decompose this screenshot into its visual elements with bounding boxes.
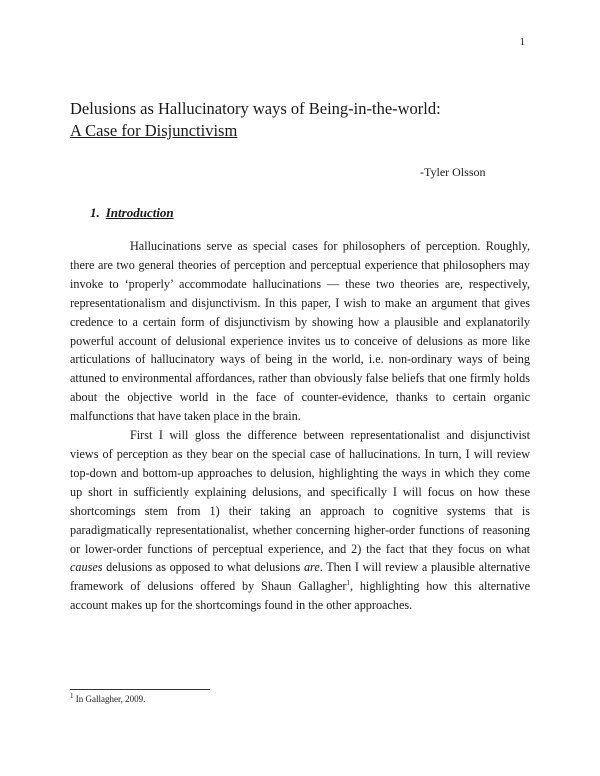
footnote [70,694,145,704]
title-line-1: Delusions as Hallucinatory ways of Being-in-the-world: [70,99,441,118]
body-text [70,237,530,615]
paragraph-2-part-a: First I will gloss the difference between representationalist and disjunctivist views of perception as they bear on the special case of hallucinations. In turn, I will review top-down and bottom-up approaches to delusion, highlighting the ways in which they come up short in sufficiently explaining delusions, and specifically I will focus on how these shortcomings stem from 1) their taking an approach to cognitive systems that is paradigmatically representationalist, whether concerning higher-order functions of reasoning or lower-order functions of perceptual experience, and 2) the fact that they focus on what [70,428,530,556]
footnote-text: In Gallagher, 2009. [75,694,146,704]
title-line-2: A Case for Disjunctivism [70,121,238,140]
section-number: 1. [90,205,100,220]
section-title: Introduction [105,205,174,220]
footnote-mark: 1 [70,692,74,700]
paragraph-2-part-c: . Then I will review a plausible alternative framework of delusions offered by Shaun Gallagher [70,560,531,594]
paragraph-2-part-b: delusions as opposed to what delusions [106,560,301,575]
emphasis-causes: causes [70,560,103,575]
paragraph-2 [70,426,530,615]
page-number: 1 [519,36,525,48]
paragraph-2-part-d: , highlighting how this alternative account makes up for the shortcomings found in the other approaches. [70,579,530,613]
author: -Tyler Olsson [420,165,486,179]
footnote-ref[interactable]: 1 [346,579,350,588]
paragraph-1: Hallucinations serve as special cases for philosophers of perception. Roughly, there are two general theories of perception and perceptual experience that philosophers may invoke to ‘properly’ accommodate hallucinations — these two theories are, respectively, representationalism and disjunctivism. In this paper, I wish to make an argument that gives credence to a certain form of disjunctivism by showing how a plausible and explanatorily powerful account of delusional experience invites us to conceive of delusions as more like articulations of hallucinatory ways of being in the world, i.e. non-ordinary ways of being attuned to environmental affordances, rather than obviously false beliefs that one firmly holds about the objective world in the face of counter-evidence, thanks to certain organic malfunctions that have taken place in the brain. [70,239,530,424]
paper-title [70,98,540,142]
emphasis-are: are [303,560,320,575]
section-heading [90,205,174,221]
footnote-divider [70,689,210,690]
